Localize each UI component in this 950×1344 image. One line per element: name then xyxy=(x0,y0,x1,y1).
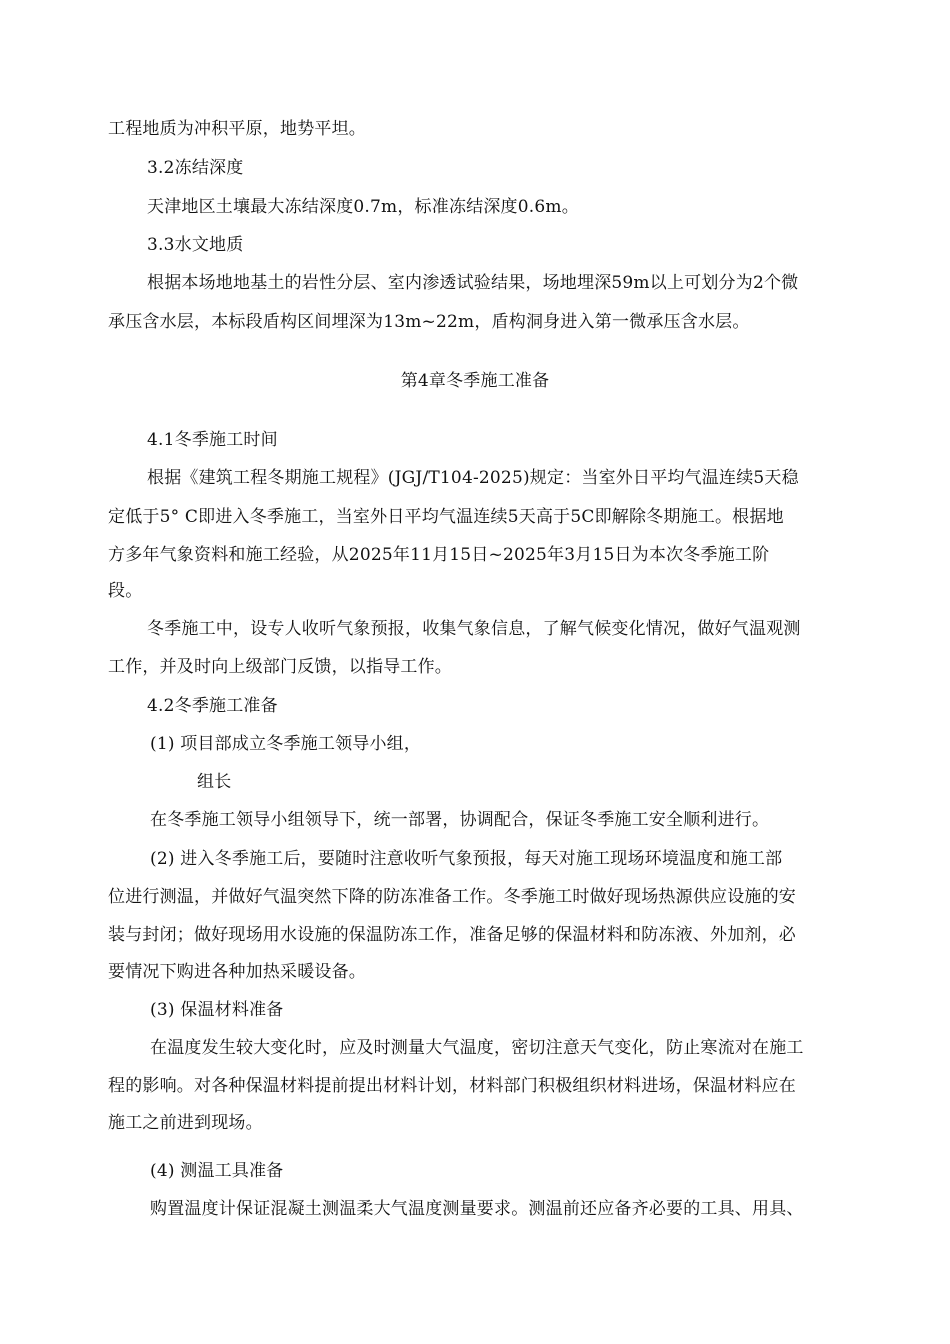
list-item-2-line-3: 装与封闭；做好现场用水设施的保温防冻工作，准备足够的保温材料和防冻液、外加剂，必 xyxy=(108,925,796,945)
list-item-2-line-4: 要情况下购进各种加热采暖设备。 xyxy=(108,962,366,982)
paragraph-winter-time-line-4: 段。 xyxy=(108,581,143,601)
paragraph-frost-depth: 天津地区土壤最大冻结深度0.7m，标准冻结深度0.6m。 xyxy=(147,197,579,217)
paragraph-materials-line-1: 在温度发生较大变化时，应及时测量大气温度，密切注意天气变化，防止寒流对在施工 xyxy=(150,1038,804,1058)
list-item-3: (3) 保温材料准备 xyxy=(150,1000,284,1020)
list-item-2-line-1: (2) 进入冬季施工后，要随时注意收听气象预报，每天对施工现场环境温度和施工部 xyxy=(150,849,783,869)
paragraph-leadership: 在冬季施工领导小组领导下，统一部署，协调配合，保证冬季施工安全顺利进行。 xyxy=(150,810,770,830)
heading-3-3: 3.3水文地质 xyxy=(147,235,244,255)
paragraph-materials-line-2: 程的影响。对各种保温材料提前提出材料计划，材料部门积极组织材料进场，保温材料应在 xyxy=(108,1076,796,1096)
list-item-1-sub: 组长 xyxy=(197,772,232,792)
heading-3-2: 3.2冻结深度 xyxy=(147,158,244,178)
paragraph-winter-time-line-2: 定低于5° C即进入冬季施工，当室外日平均气温连续5天高于5C即解除冬期施工。根据地 xyxy=(108,507,784,527)
paragraph-hydro-line-1: 根据本场地地基土的岩性分层、室内渗透试验结果，场地埋深59m以上可划分为2个微 xyxy=(147,273,799,293)
list-item-4: (4) 测温工具准备 xyxy=(150,1161,284,1181)
paragraph-materials-line-3: 施工之前进到现场。 xyxy=(108,1113,263,1133)
heading-4-1: 4.1冬季施工时间 xyxy=(147,430,278,450)
paragraph-thermometer: 购置温度计保证混凝土测温柔大气温度测量要求。测温前还应备齐必要的工具、用具、 xyxy=(150,1199,804,1219)
heading-4-2: 4.2冬季施工准备 xyxy=(147,696,278,716)
paragraph-hydro-line-2: 承压含水层，本标段盾构区间埋深为13m~22m，盾构洞身进入第一微承压含水层。 xyxy=(108,312,750,332)
list-item-2-line-2: 位进行测温，并做好气温突然下降的防冻准备工作。冬季施工时做好现场热源供应设施的安 xyxy=(108,887,796,907)
chapter-4-title: 第4章冬季施工准备 xyxy=(400,371,550,391)
list-item-1: (1) 项目部成立冬季施工领导小组， xyxy=(150,734,422,754)
paragraph-weather-line-1: 冬季施工中，设专人收听气象预报，收集气象信息，了解气候变化情况，做好气温观测 xyxy=(147,619,801,639)
paragraph-winter-time-line-3: 方多年气象资料和施工经验，从2025年11月15日~2025年3月15日为本次冬季施工阶 xyxy=(108,545,770,565)
paragraph-winter-time-line-1: 根据《建筑工程冬期施工规程》(JGJ/T104-2025)规定：当室外日平均气温连续5天稳 xyxy=(147,468,799,488)
paragraph-weather-line-2: 工作，并及时向上级部门反馈，以指导工作。 xyxy=(108,657,452,677)
paragraph-geology: 工程地质为冲积平原，地势平坦。 xyxy=(108,119,366,139)
